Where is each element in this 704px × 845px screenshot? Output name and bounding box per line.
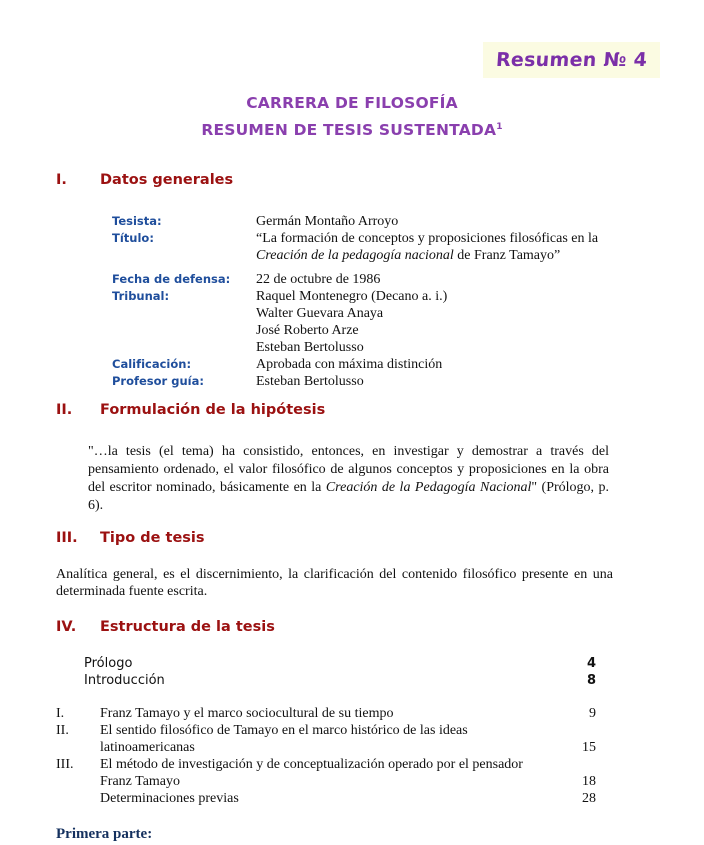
- toc-title-prologo: Prólogo: [84, 656, 133, 671]
- section-heading-tipo-tesis: [56, 530, 656, 546]
- resumen-number-badge: [483, 42, 660, 78]
- section-heading-estructura: [56, 619, 656, 635]
- toc-row-chapter-3-cont-1: [56, 773, 596, 790]
- toc-chapter-text-3a: El método de investigación y de conceptualización operado por el pensador: [100, 757, 523, 772]
- field-label-tesista-text: Tesista: [112, 214, 158, 228]
- titulo-italic: Creación de la pedagogía nacional: [256, 248, 454, 263]
- toc-chapter-text-3c: Determinaciones previas: [100, 791, 239, 806]
- toc-row-chapter-3-cont-2: [56, 790, 596, 807]
- field-row-calificacion: [112, 356, 652, 373]
- field-row-tesista: [112, 213, 652, 230]
- toc-page-introduccion: 8: [586, 673, 596, 688]
- toc-row-chapter-2-cont: [56, 739, 596, 756]
- page-title-resumen-text: RESUMEN DE TESIS SUSTENTADA: [201, 121, 497, 139]
- field-row-titulo: [112, 230, 652, 264]
- toc-page-prologo: 4: [586, 656, 596, 671]
- toc-title-introduccion: Introducción: [84, 673, 165, 688]
- page-title-resumen: [0, 121, 704, 139]
- field-label-tribunal-text: Tribunal: [112, 289, 165, 303]
- field-label-tribunal: Tribunal:: [112, 289, 170, 303]
- field-value-tribunal: [256, 288, 652, 356]
- section-number-2: II.: [56, 402, 73, 418]
- toc-row-prologo: [56, 655, 596, 672]
- field-value-titulo: [256, 230, 652, 264]
- titulo-pre: “La formación de conceptos y proposiciones filosóficas en la: [256, 231, 599, 246]
- section-number-1: I.: [56, 172, 67, 188]
- part-heading-primera-parte: Primera parte:: [56, 826, 153, 842]
- tribunal-member: José Roberto Arze: [256, 323, 359, 338]
- toc-row-chapter-3: [56, 756, 596, 773]
- header-badge-row: [0, 42, 704, 78]
- table-of-contents: [56, 655, 596, 807]
- field-label-titulo-text: Título: [112, 231, 150, 245]
- hipotesis-quote: [88, 443, 609, 515]
- field-value-fecha: 22 de octubre de 1986: [256, 272, 381, 287]
- field-value-calificacion: Aprobada con máxima distinción: [256, 357, 443, 372]
- field-row-fecha: [112, 271, 652, 288]
- field-value-profesor: Esteban Bertolusso: [256, 374, 364, 389]
- toc-chapter-num-3: III.: [56, 757, 74, 772]
- toc-chapter-text-2a: El sentido filosófico de Tamayo en el marco histórico de las ideas: [100, 723, 468, 738]
- section-title-4: Estructura de la tesis: [100, 619, 275, 635]
- tribunal-member: Raquel Montenegro (Decano a. i.): [256, 289, 448, 304]
- field-label-calificacion-text: Calificación: [112, 357, 187, 371]
- toc-chapter-text-2b: latinoamericanas: [100, 740, 195, 755]
- field-label-calificacion: Calificación:: [112, 357, 192, 371]
- tribunal-member: Esteban Bertolusso: [256, 340, 364, 355]
- footnote-marker: 1: [496, 121, 503, 132]
- quote-italic-title: Creación de la Pedagogía Nacional: [325, 480, 532, 495]
- toc-row-introduccion: [56, 672, 596, 689]
- section-number-4: IV.: [56, 619, 77, 635]
- toc-chapter-num-1: I.: [56, 706, 65, 721]
- section-title-3: Tipo de tesis: [100, 530, 205, 546]
- field-label-fecha: Fecha de defensa:: [112, 272, 231, 286]
- field-row-profesor: [112, 373, 652, 390]
- field-label-titulo: Título:: [112, 231, 154, 245]
- field-value-tesista: Germán Montaño Arroyo: [256, 214, 399, 229]
- section-heading-datos-generales: [56, 172, 656, 188]
- toc-chapter-num-2: II.: [56, 723, 69, 738]
- toc-chapter-page-2b: 15: [582, 740, 596, 755]
- toc-row-chapter-1: [56, 705, 596, 722]
- quote-part-1: "…la tesis (el tema) ha consistido, entonces, en investigar y demostrar a través del pensamiento ordenado, el valor filosófico de algunos conceptos y proposiciones en la obra del escritor nominado, básicamente en la: [88, 444, 609, 495]
- tipo-tesis-paragraph: Analítica general, es el discernimiento, la clarificación del contenido filosófico presente en una determinada fuente escrita.: [56, 567, 613, 599]
- field-spacer: [112, 264, 652, 271]
- field-label-profesor: Profesor guía:: [112, 374, 204, 388]
- toc-chapter-page-3c: 28: [582, 791, 596, 806]
- section-number-3: III.: [56, 530, 78, 546]
- titulo-post: de Franz Tamayo”: [453, 248, 561, 263]
- toc-row-chapter-2: [56, 722, 596, 739]
- resumen-number-label: Resumen № 4: [495, 49, 648, 71]
- tribunal-member: Walter Guevara Anaya: [256, 306, 384, 321]
- toc-chapter-text-3b: Franz Tamayo: [100, 774, 181, 789]
- toc-chapter-text-1: Franz Tamayo y el marco sociocultural de su tiempo: [100, 706, 394, 721]
- field-label-tesista: Tesista:: [112, 214, 162, 228]
- field-row-tribunal: [112, 288, 652, 356]
- quote-part-2: " (Prólogo, p. 6).: [88, 480, 609, 513]
- section-title-2: Formulación de la hipótesis: [100, 402, 326, 418]
- field-label-profesor-text: Profesor guía: [112, 374, 200, 388]
- section-heading-hipotesis: [56, 402, 656, 418]
- section-title-1: Datos generales: [100, 172, 234, 188]
- toc-chapter-page-1: 9: [589, 706, 596, 721]
- toc-chapter-page-3b: 18: [582, 774, 596, 789]
- toc-gap: [56, 689, 596, 705]
- field-label-fecha-text: Fecha de defensa: [112, 272, 226, 286]
- page-title-carrera: CARRERA DE FILOSOFÍA: [246, 94, 458, 112]
- datos-generales-fields: [112, 213, 652, 390]
